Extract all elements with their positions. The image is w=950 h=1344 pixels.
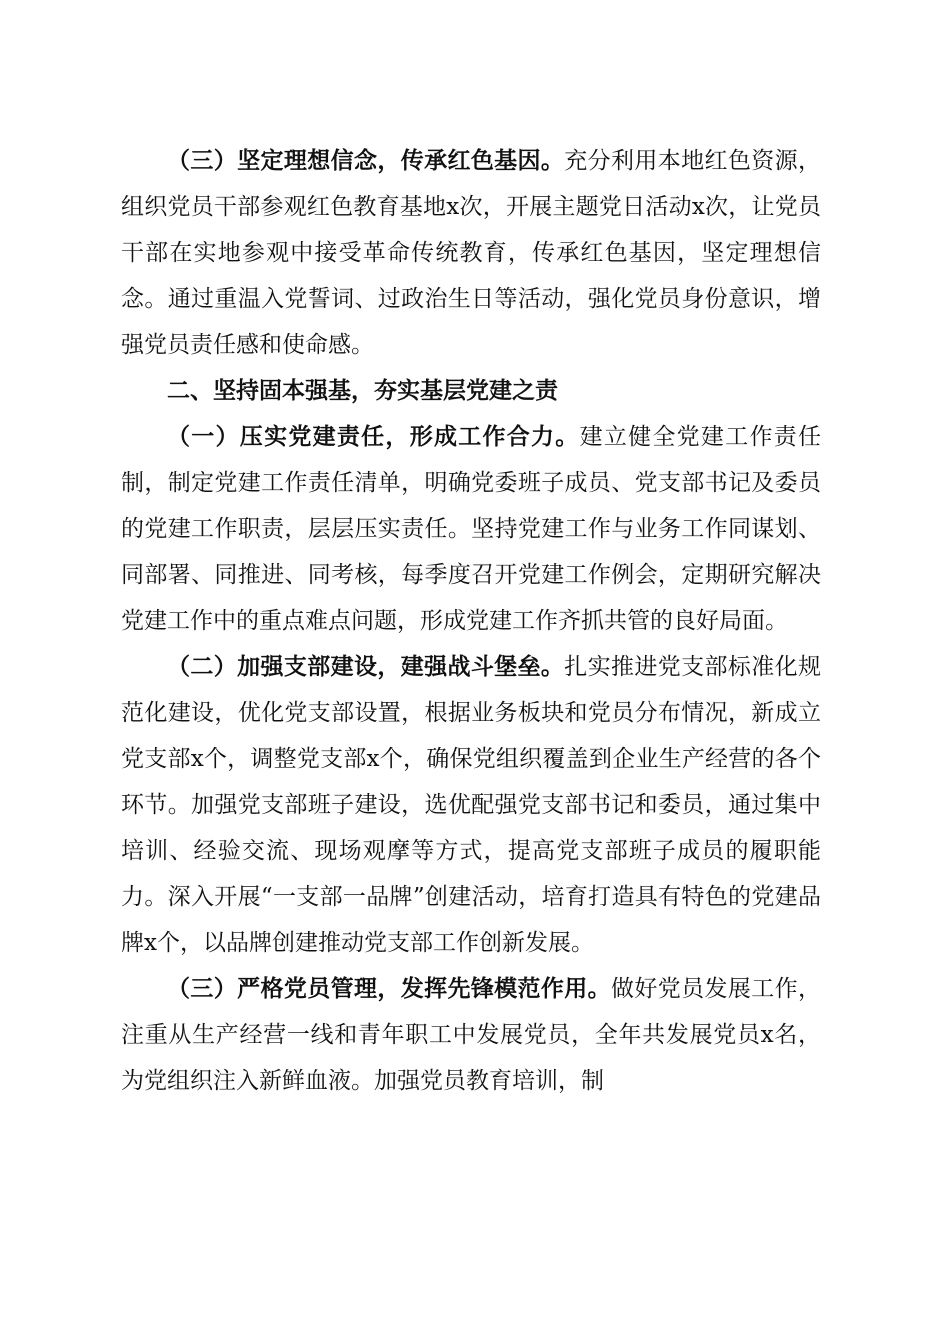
paragraph-lead: （二）加强支部建设，建强战斗堡垒。 (167, 653, 565, 680)
document-page (121, 138, 821, 1104)
paragraph-body: 建立健全党建工作责任制，制定党建工作责任清单，明确党委班子成员、党支部书记及委员的党建工作职责，层层压实责任。坚持党建工作与业务工作同谋划、同部署、同推进、同考核，每季度召开党建工作例会，定期研究解决党建工作中的重点难点问题，形成党建工作齐抓共管的良好局面。 (121, 424, 822, 634)
paragraph-body: 扎实推进党支部标准化规范化建设，优化党支部设置，根据业务板块和党员分布情况，新成立党支部x个，调整党支部x个，确保党组织覆盖到企业生产经营的各个环节。加强党支部班子建设，选优配强党支部书记和委员，通过集中培训、经验交流、现场观摩等方式，提高党支部班子成员的履职能力。深入开展“一支部一品牌”创建活动，培育打造具有特色的党建品牌x个，以品牌创建推动党支部工作创新发展。 (121, 654, 822, 956)
paragraph-lead: （三）坚定理想信念，传承红色基因。 (167, 147, 565, 174)
paragraph-red-gene (121, 138, 821, 368)
paragraph-body: 充分利用本地红色资源，组织党员干部参观红色教育基地x次，开展主题党日活动x次，让党员干部在实地参观中接受革命传统教育，传承红色基因，坚定理想信念。通过重温入党誓词、过政治生日等活动，强化党员身份意识，增强党员责任感和使命感。 (121, 148, 822, 358)
paragraph-body: 做好党员发展工作，注重从生产经营一线和青年职工中发展党员，全年共发展党员x名，为党组织注入新鲜血液。加强党员教育培训，制 (121, 976, 822, 1094)
paragraph-responsibility (121, 414, 821, 644)
paragraph-lead: （三）严格党员管理，发挥先锋模范作用。 (167, 975, 612, 1002)
section-heading: 二、坚持固本强基，夯实基层党建之责 (167, 378, 558, 404)
paragraph-lead: （一）压实党建责任，形成工作合力。 (167, 423, 580, 450)
paragraph-branch-building (121, 644, 821, 966)
paragraph-member-management (121, 966, 821, 1104)
